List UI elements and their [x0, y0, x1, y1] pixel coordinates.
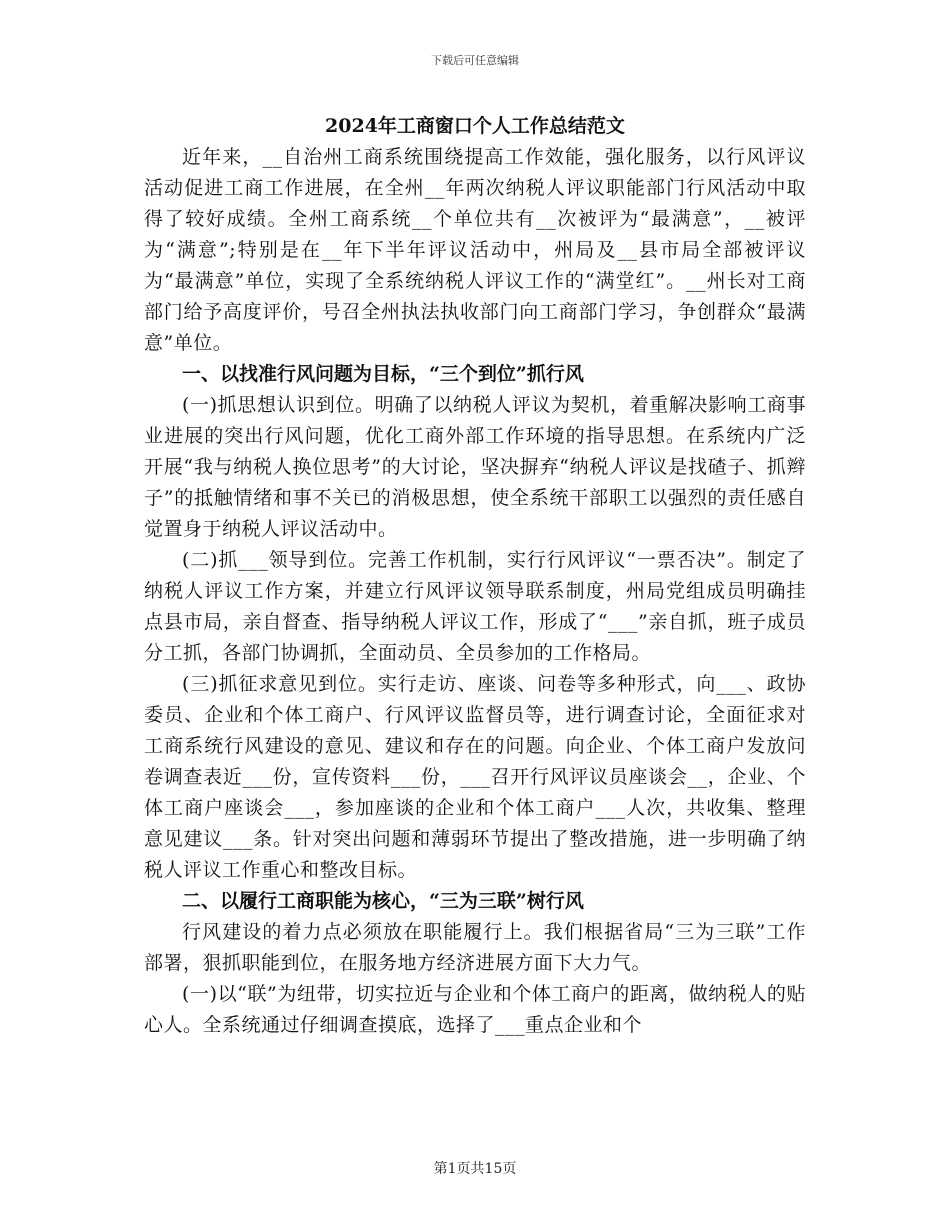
section-heading: 二、以履行工商职能为核心，“三为三联”树行风	[182, 890, 584, 912]
paragraph: (二)抓___领导到位。完善工作机制，实行行风评议“一票否决”。制定了纳税人评议工作方案，并建立行风评议领导联系制度，州局党组成员明确挂点县市局，亲自督查、指导纳税人评议工作，形成了“___”亲自抓，班子成员分工抓，各部门协调抓，全面动员、全员参加的工作格局。	[144, 549, 806, 664]
page-header-note: 下载后可任意编辑	[431, 54, 519, 67]
paragraph: (一)抓思想认识到位。明确了以纳税人评议为契机，着重解决影响工商事业进展的突出行风问题，优化工商外部工作环境的指导思想。在系统内广泛开展“我与纳税人换位思考”的大讨论，坚决摒弃“纳税人评议是找碴子、抓辫子”的抵触情绪和事不关已的消极思想，使全系统干部职工以强烈的责任感自觉置身于纳税人评议活动中。	[144, 394, 806, 540]
paragraph: (三)抓征求意见到位。实行走访、座谈、问卷等多种形式，向___、政协委员、企业和个体工商户、行风评议监督员等，进行调查讨论，全面征求对工商系统行风建设的意见、建议和存在的问题。向企业、个体工商户发放问卷调查表近___份，宣传资料___份，___召开行风评议员座谈会__，企业、个体工商户座谈会___，参加座谈的企业和个体工商户___人次，共收集、整理意见建议___条。针对突出问题和薄弱环节提出了整改措施，进一步明确了纳税人评议工作重心和整改目标。	[144, 673, 806, 881]
section-heading: 一、以找准行风问题为目标，“三个到位”抓行风	[182, 363, 584, 385]
document-blocks	[144, 142, 806, 1041]
paragraph: 近年来，__自治州工商系统围绕提高工作效能，强化服务，以行风评议活动促进工商工作进展，在全州__年两次纳税人评议职能部门行风活动中取得了较好成绩。全州工商系统__个单位共有__次被评为“最满意”，__被评为“满意”;特别是在__年下半年评议活动中，州局及__县市局全部被评议为“最满意”单位，实现了全系统纳税人评议工作的“满堂红”。__州长对工商部门给予高度评价，号召全州执法执收部门向工商部门学习，争创群众“最满意”单位。	[144, 146, 806, 354]
page-number: 第1页共15页	[433, 1161, 517, 1177]
paragraph: (一)以“联”为纽带，切实拉近与企业和个体工商户的距离，做纳税人的贴心人。全系统通过仔细调查摸底，选择了___重点企业和个	[144, 983, 806, 1036]
document-body	[144, 110, 806, 1041]
document-title: 2024年工商窗口个人工作总结范文	[325, 115, 625, 137]
paragraph: 行风建设的着力点必须放在职能履行上。我们根据省局“三为三联”工作部署，狠抓职能到位，在服务地方经济进展方面下大力气。	[144, 921, 806, 974]
